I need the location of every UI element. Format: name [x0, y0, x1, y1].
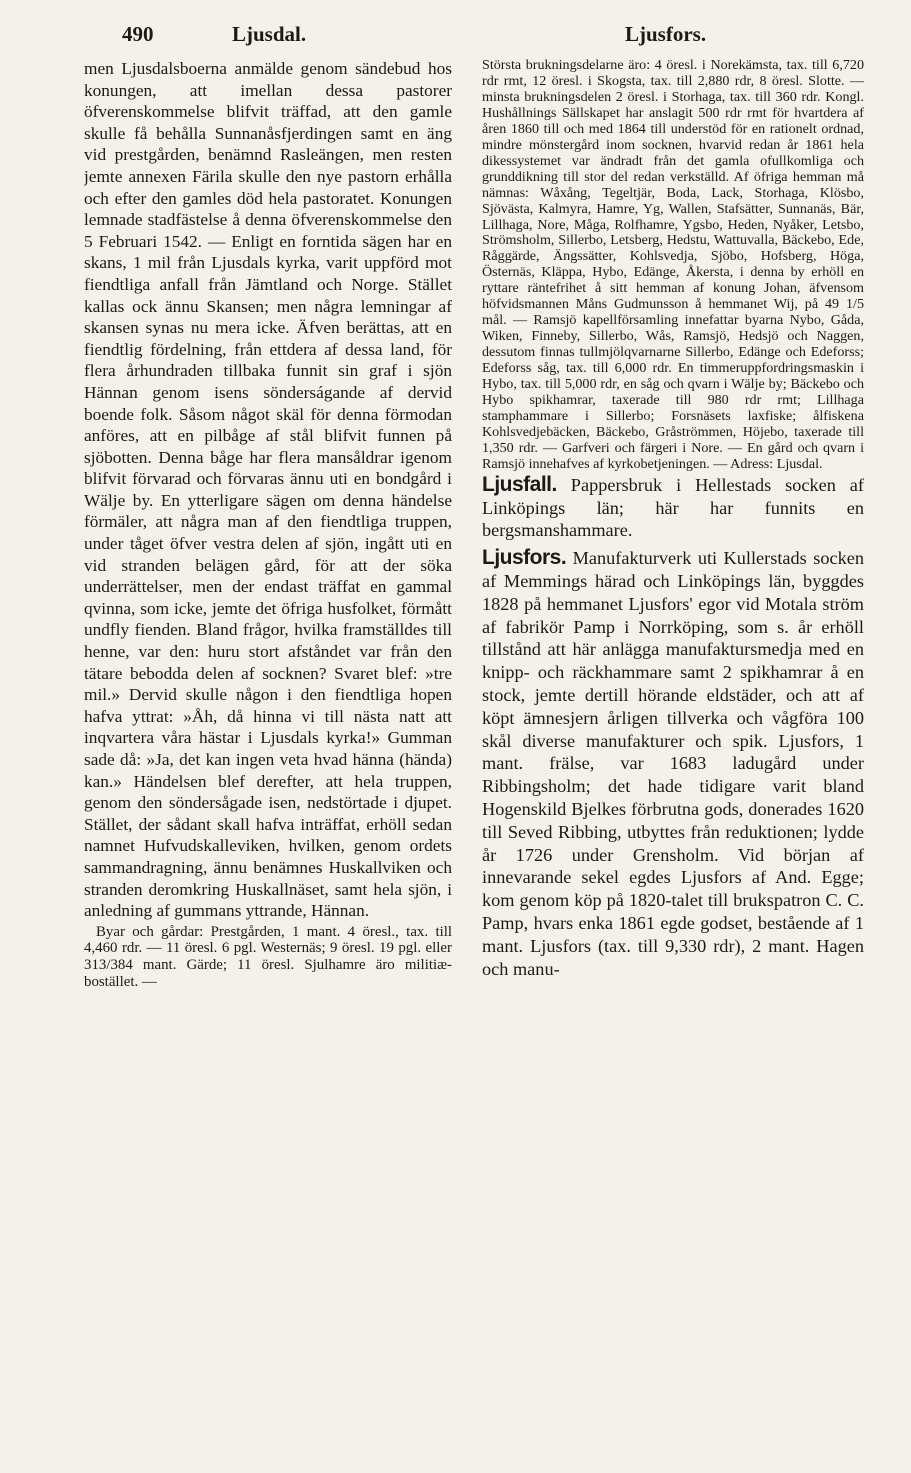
headword-ljusfall: Ljusfall.: [482, 472, 557, 496]
running-header: [0, 22, 911, 52]
entry-ljusfors: [482, 547, 864, 980]
headword-ljusfors: Ljusfors.: [482, 546, 567, 570]
right-column: [482, 58, 864, 1458]
ljusdal-legend-paragraph: men Ljusdalsboerna anmälde genom sändebud hos konungen, att imellan dessa pastorer öfverenskommelse blifvit träffad, att den gamle skulle få behålla Sunnanåsfjerdingen samt en äng vid prestgården, benämnd Rasleängen, men resten jemte annexen Färila skulle den nye pastorn erhålla och efter den gamles död hela pastoratet. Konungen lemnade stadfästelse å denna öfverenskommelse den 5 Februari 1542. — Enligt en forntida sägen har en skans, 1 mil från Ljusdals kyrka, varit uppförd mot fiendtliga anfall från Jämtland och Norge. Stället kallas ock ännu Skansen; men några lemningar af skansen synas nu mera icke. Äfven berättas, att en fiendtlig fördelning, från ettdera af dessa land, för flera århundraden tillbaka funnit sin graf i sjön Hännan genom isens sönderságande af dervid boende folk. Såsom något skäl för denna förmodan anföres, att en pilbåge af stål blifvit funnen på sjöbotten. Denna båge har flera mansåldrar igenom blifvit förvarad och förvaras ännu uti en bondgård i Wälje by. En ytterligare sägen om denna händelse förmäler, att några man af den fiendtliga truppen, under tåget öfver vestra delen af sjön, ingått uti en vid stranden belägen gård, för att der söka underrättelser, men der endast träffat en gammal qvinna, som icke, jemte det öfriga husfolket, förmått undfly fienden. Bland frågor, hvilka framställdes till henne, var den: huru stort afståndet var från den tätare bebodda delen af socknen? Svaret blef: »tre mil.» Dervid skulle någon i den fiendtliga hopen hafva yttrat: »Åh, då hinna vi till nästa natt att inqvartera våra hästar i Ljusdals kyrka!» Gumman sade då: »Ja, det kan ingen veta hvad hänna (hända) kan.» Händelsen blef derefter, att hela truppen, genom den söndersågade isen, nedstörtade i djupet. Stället, der sådant skall hafva inträffat, erhöll sedan namnet Hufvudskalleviken, hvilken, genom ordets sammandragning, ännu benämnes Huskallviken och stranden deromkring Huskallnäset, samt hela sjön, i anledning af gummans yttrande, Hännan.: [84, 59, 452, 921]
page-number: 490: [122, 22, 154, 46]
left-running-head: Ljusdal.: [232, 22, 307, 46]
entry-ljusfall-text: Pappersbruk i Hellestads socken af Linköpings län; här har funnits en bergsmanshammare.: [482, 474, 864, 541]
ljusdal-villages-paragraph: Byar och gårdar: Prestgården, 1 mant. 4 öresl., tax. till 4,460 rdr. — 11 öresl. 6 pgl. Westernäs; 9 öresl. 19 pgl. eller 313/384 mant. Gärde; 11 öresl. Sjulhamre äro militiæ-bostället. —: [84, 923, 452, 990]
entry-ljusfors-text: Manufakturverk uti Kullerstads socken af Memmings härad och Linköpings län, byggdes 1828 på hemmanet Ljusfors' egor vid Motala ström af fabrikör Pamp i Norrköping, som s. år erhöll tillstånd att här anlägga manufaktursmedja med en knipp- och räckhammare samt 2 spikhamrar å en stock, jemte dertill hörande eldstäder, och att af köpt ämnesjern årligen tillverka och vågföra 100 skål diverse manufakturer och spik. Ljusfors, 1 mant. frälse, var 1683 ladugård under Ribbingsholm; det hade tidigare varit bland Hogenskild Bjelkes förbrutna gods, donerades 1620 till Seved Ribbing, utbyttes från reduktionen; lydde år 1726 under Grensholm. Vid början af innevarande sekel egdes Ljusfors af And. Egge; kom genom köp på 1820-talet till brukspatron C. C. Pamp, hvars enka 1861 egde godset, bestående af 1 mant. Ljusfors (tax. till 9,330 rdr), 2 mant. Hagen och manu-: [482, 548, 864, 979]
right-running-head: Ljusfors.: [625, 22, 707, 46]
left-column: [84, 58, 452, 1458]
ljusdal-holdings-paragraph: Största brukningsdelarne äro: 4 öresl. i Norekämsta, tax. till 6,720 rdr rmt, 12 öresl. i Skogsta, tax. till 2,880 rdr, 8 öresl. Slotte. — minsta brukningsdelen 2 öresl. i Storhaga, tax. till 360 rdr. Kongl. Hushållnings Sällskapet har anslagit 500 rdr rmt för hvartdera af åren 1860 till och med 1864 till understöd för en rationelt ordnad, mindre mönstergård inom socknen, hvarvid redan år 1861 hela dikessystemet var ändradt från det gamla ofullkomliga och grunddikning till stor del redan verkställd. Af öfriga hemman må nämnas: Wåxång, Tegeltjär, Boda, Lack, Storhaga, Klösbo, Sjövästa, Kalmyra, Hamre, Yg, Wallen, Stafsätter, Sunnanäs, Bär, Lillhaga, Nore, Måga, Rolfhamre, Ygsbo, Heden, Nyåker, Letsbo, Strömsholm, Sillerbo, Letsberg, Hedstu, Wattuvalla, Bäckebo, Ede, Råggärde, Ängssätter, Kohlsvedja, Sjöbo, Hofsberg, Höga, Östernäs, Kläppa, Hybo, Edänge, Åkersta, i denna by erhöll en ryttare räntefrihet å sitt hemman af konung Johan, äfvensom höfvidsmannen Måns Gudmunsson å hemmanet Wij, på 49 1/5 mål. — Ramsjö kapellförsamling innefattar byarna Nybo, Gåda, Wiken, Finneby, Sillerbo, Wås, Ramsjö, Hedsjö och Naggen, dessutom finnas tullmjölqvarnarne Sillerbo, Edänge och Edeforss; Edeforss såg, tax. till 6,000 rdr. En timmeruppfordringsmaskin i Hybo, tax. till 5,000 rdr, en såg och qvarn i Wälje by; Bäckebo och Hybo spikhamrar, taxerade till 980 rdr rmt; Lillhaga stamphammare i Sillerbo; Forsnäsets laxfiske; ålfiskena Kohlsvedjebäcken, Bäckebo, Gråströmmen, Höjebo, taxerade till 1,350 rdr. — Garfveri och färgeri i Nore. — En gård och qvarn i Ramsjö innehafves af kyrkobetjeningen. — Adress: Ljusdal.: [482, 58, 864, 472]
entry-ljusfall: [482, 474, 864, 542]
